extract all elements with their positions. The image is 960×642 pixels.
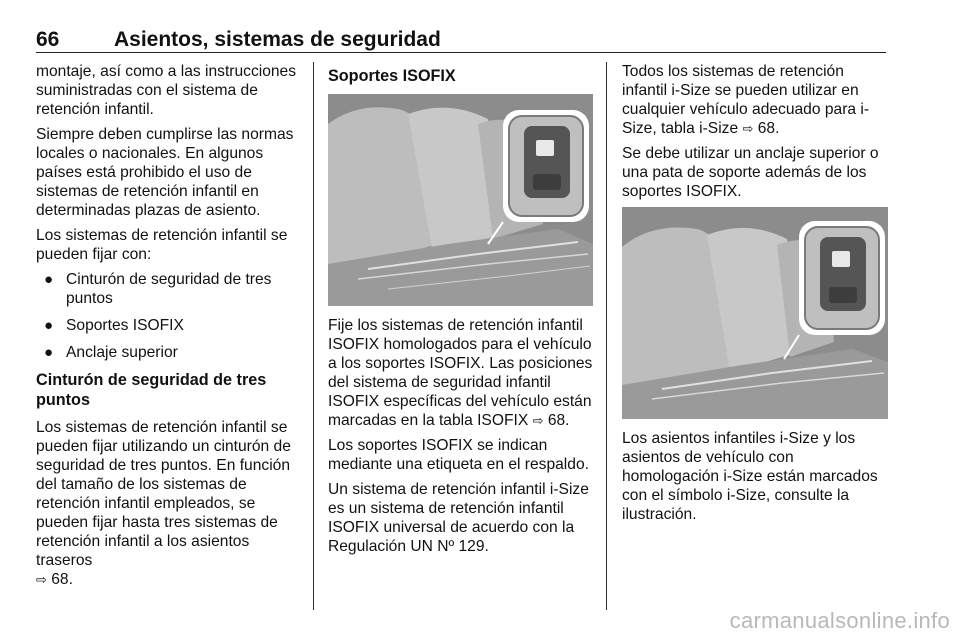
- paragraph: Siempre deben cumplirse las normas locales o nacionales. En algunos países está prohibido el uso de sistemas de retención infantil en determinadas plazas de asiento.: [36, 126, 294, 219]
- paragraph: montaje, así como a las instrucciones suministradas con el sistema de retención infantil.: [36, 63, 297, 118]
- page-reference-icon: ⇨: [36, 572, 47, 587]
- bullet-icon: ●: [44, 317, 54, 334]
- mounting-options-list: [36, 270, 298, 362]
- isofix-seat-illustration: [328, 94, 593, 306]
- page-number: 66: [36, 28, 60, 51]
- bullet-icon: ●: [44, 344, 54, 361]
- bullet-icon: ●: [44, 271, 54, 288]
- column-divider-1: [313, 62, 314, 610]
- column-2: [328, 62, 593, 562]
- watermark: carmanualsonline.info: [729, 608, 950, 633]
- paragraph: Los sistemas de retención infantil se pueden fijar con:: [36, 227, 288, 263]
- column-3: [622, 62, 888, 530]
- paragraph: Los sistemas de retención infantil se pueden fijar utilizando un cinturón de seguridad de tres puntos. En función del tamaño de los sistemas de retención infantil empleados, se pueden fijar hasta tres sistemas de retención infantil a los asientos traseros ⇨ 68.: [36, 419, 291, 588]
- column-1: [36, 62, 298, 595]
- page-reference[interactable]: 68.: [51, 571, 73, 588]
- chapter-title: Asientos, sistemas de seguridad: [114, 28, 441, 51]
- list-item: ● Anclaje superior: [44, 344, 178, 361]
- paragraph: Fije los sistemas de retención infantil ISOFIX homologados para el vehículo a los soportes ISOFIX. Las posiciones del sistema de seguridad infantil ISOFIX específicas del vehículo están marcadas en la tabla ISOFIX ⇨ 68.: [328, 317, 593, 429]
- list-item: ● Cinturón de seguridad de tres puntos: [44, 271, 272, 307]
- page-reference-icon: ⇨: [742, 121, 754, 136]
- page-reference[interactable]: 68.: [757, 120, 780, 137]
- column-divider-2: [606, 62, 607, 610]
- paragraph: Todos los sistemas de retención infantil i-Size se pueden utilizar en cualquier vehículo adecuado para i-Size, tabla i-Size ⇨ 68.: [622, 63, 870, 137]
- section-heading: Soportes ISOFIX: [328, 67, 456, 85]
- i-size-seat-illustration: [622, 207, 888, 419]
- page-header: [36, 28, 886, 50]
- header-rule: [36, 52, 886, 53]
- section-heading: Cinturón de seguridad de tres puntos: [36, 371, 267, 409]
- paragraph: Se debe utilizar un anclaje superior o una pata de soporte además de los soportes ISOFIX.: [622, 145, 879, 200]
- paragraph: Los asientos infantiles i-Size y los asientos de vehículo con homologación i-Size están marcados con el símbolo i-Size, consulte la ilustración.: [622, 430, 878, 523]
- paragraph: Un sistema de retención infantil i-Size es un sistema de retención infantil ISOFIX universal de acuerdo con la Regulación UN Nº 129.: [328, 481, 589, 555]
- page-reference-icon: ⇨: [532, 413, 544, 428]
- page-reference[interactable]: 68.: [547, 412, 570, 429]
- list-item: ● Soportes ISOFIX: [44, 317, 184, 334]
- paragraph: Los soportes ISOFIX se indican mediante una etiqueta en el respaldo.: [328, 437, 589, 473]
